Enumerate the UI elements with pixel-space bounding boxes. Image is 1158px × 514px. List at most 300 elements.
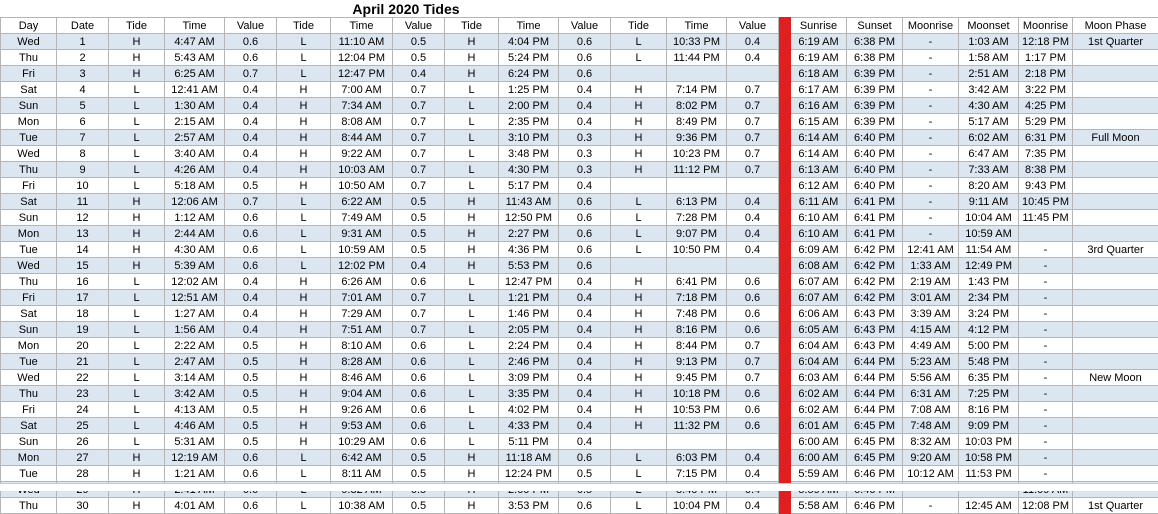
table-cell: H <box>611 418 667 434</box>
table-cell: 0.5 <box>225 338 277 354</box>
table-cell: 6:13 AM <box>791 162 847 178</box>
table-cell: 5:58 AM <box>791 498 847 514</box>
table-cell: 4:30 AM <box>165 242 225 258</box>
table-cell: 4 <box>57 82 109 98</box>
table-cell: 12:08 PM <box>1019 498 1073 514</box>
table-cell: 0.4 <box>727 210 779 226</box>
table-cell: 1:27 AM <box>165 306 225 322</box>
table-row <box>1 66 1158 82</box>
table-cell: 6:02 AM <box>959 130 1019 146</box>
divider-cell <box>779 370 791 386</box>
column-header: Sunrise <box>791 18 847 34</box>
table-cell: Sun <box>1 210 57 226</box>
table-cell: L <box>611 498 667 514</box>
table-cell: 5:53 PM <box>499 258 559 274</box>
table-cell: 0.7 <box>225 194 277 210</box>
table-cell: 6:40 PM <box>847 146 903 162</box>
table-cell: 12:45 AM <box>959 498 1019 514</box>
table-cell: 0.4 <box>225 82 277 98</box>
table-cell: 8:28 AM <box>331 354 393 370</box>
table-cell: L <box>277 450 331 466</box>
table-cell: 0.5 <box>393 34 445 50</box>
table-cell: 0.6 <box>393 354 445 370</box>
table-cell: L <box>109 130 165 146</box>
table-cell: 4:49 AM <box>903 338 959 354</box>
table-cell: 6:42 PM <box>847 274 903 290</box>
table-cell: 5:18 AM <box>165 178 225 194</box>
table-cell: H <box>445 242 499 258</box>
divider-cell <box>779 354 791 370</box>
table-cell: 0.6 <box>225 466 277 482</box>
table-cell: 0.4 <box>225 162 277 178</box>
table-cell: 12:47 PM <box>499 274 559 290</box>
table-cell: 0.6 <box>559 210 611 226</box>
table-cell: H <box>277 418 331 434</box>
table-cell: 7 <box>57 130 109 146</box>
table-cell: - <box>903 146 959 162</box>
table-cell: 10:38 AM <box>331 498 393 514</box>
table-cell: 9:09 PM <box>959 418 1019 434</box>
table-cell: L <box>109 434 165 450</box>
table-cell: 0.5 <box>225 434 277 450</box>
table-cell: L <box>109 178 165 194</box>
table-cell: 7:35 PM <box>1019 146 1073 162</box>
table-cell: 0.6 <box>559 242 611 258</box>
table-cell: 12:02 PM <box>331 258 393 274</box>
table-cell: 4:30 AM <box>959 98 1019 114</box>
table-cell: 3:40 AM <box>165 146 225 162</box>
table-row <box>1 178 1158 194</box>
table-cell: 10:50 PM <box>667 242 727 258</box>
table-cell: H <box>277 322 331 338</box>
table-cell: 0.6 <box>225 50 277 66</box>
table-cell: 0.4 <box>225 290 277 306</box>
table-row <box>1 210 1158 226</box>
table-cell: H <box>277 338 331 354</box>
table-cell: 12:19 AM <box>165 450 225 466</box>
table-cell: 1:21 AM <box>165 466 225 482</box>
table-cell: L <box>277 498 331 514</box>
table-cell: H <box>277 386 331 402</box>
table-cell: L <box>277 194 331 210</box>
table-cell: 3 <box>57 66 109 82</box>
table-cell <box>1073 354 1158 370</box>
table-cell: 6:44 PM <box>847 370 903 386</box>
table-cell: 6:45 PM <box>847 450 903 466</box>
table-cell: H <box>611 338 667 354</box>
table-cell: 6:35 PM <box>959 370 1019 386</box>
table-cell: 11:32 PM <box>667 418 727 434</box>
table-cell: L <box>277 226 331 242</box>
divider-cell <box>779 34 791 50</box>
table-cell: 0.3 <box>559 162 611 178</box>
table-cell: 0.6 <box>225 450 277 466</box>
table-cell: 10:03 PM <box>959 434 1019 450</box>
table-cell: H <box>277 306 331 322</box>
table-cell: H <box>611 162 667 178</box>
table-cell: 0.4 <box>225 306 277 322</box>
table-row <box>1 146 1158 162</box>
table-cell: L <box>109 162 165 178</box>
table-cell: 6:39 PM <box>847 114 903 130</box>
table-cell: 8:16 PM <box>959 402 1019 418</box>
table-cell: 11:54 AM <box>959 242 1019 258</box>
table-cell: 12:51 AM <box>165 290 225 306</box>
table-cell <box>611 66 667 82</box>
table-cell: 0.5 <box>225 418 277 434</box>
table-cell: 6:43 PM <box>847 338 903 354</box>
table-cell: 6:00 AM <box>791 450 847 466</box>
table-cell: H <box>611 402 667 418</box>
table-cell: 0.5 <box>393 450 445 466</box>
table-row <box>1 82 1158 98</box>
table-cell: - <box>903 162 959 178</box>
table-cell: 0.7 <box>393 290 445 306</box>
table-cell: 0.4 <box>559 178 611 194</box>
table-cell: H <box>277 402 331 418</box>
table-cell <box>1073 146 1158 162</box>
divider-cell <box>779 402 791 418</box>
table-cell: 0.7 <box>393 306 445 322</box>
divider-cell <box>779 194 791 210</box>
table-cell: 0.5 <box>225 370 277 386</box>
table-cell: 6:14 AM <box>791 146 847 162</box>
table-row <box>1 274 1158 290</box>
table-cell: 0.7 <box>727 338 779 354</box>
divider-cell <box>779 178 791 194</box>
table-cell: 6 <box>57 114 109 130</box>
table-cell: H <box>277 146 331 162</box>
table-cell: H <box>109 242 165 258</box>
table-cell: 6:22 AM <box>331 194 393 210</box>
table-cell: H <box>109 450 165 466</box>
table-cell: 0.4 <box>559 306 611 322</box>
table-cell: 0.6 <box>393 402 445 418</box>
table-cell: H <box>611 82 667 98</box>
table-cell: Thu <box>1 50 57 66</box>
table-cell: 0.7 <box>727 82 779 98</box>
table-cell: H <box>445 34 499 50</box>
table-cell: 0.3 <box>559 146 611 162</box>
table-cell: 3:35 PM <box>499 386 559 402</box>
divider-cell <box>779 290 791 306</box>
table-cell: Mon <box>1 114 57 130</box>
table-cell: 6:06 AM <box>791 306 847 322</box>
table-cell: 6:38 PM <box>847 50 903 66</box>
table-cell <box>1073 402 1158 418</box>
table-cell: H <box>277 274 331 290</box>
table-cell: 6:03 AM <box>791 370 847 386</box>
table-cell: 7:08 AM <box>903 402 959 418</box>
table-cell: Tue <box>1 130 57 146</box>
table-cell: 6:45 PM <box>847 418 903 434</box>
table-cell: 0.6 <box>225 258 277 274</box>
table-cell: 0.6 <box>559 226 611 242</box>
table-cell: H <box>277 130 331 146</box>
table-cell: 0.7 <box>727 146 779 162</box>
table-cell: H <box>109 258 165 274</box>
table-cell: - <box>1019 466 1073 482</box>
table-cell: New Moon <box>1073 370 1158 386</box>
table-cell: 2 <box>57 50 109 66</box>
table-cell <box>1073 258 1158 274</box>
table-cell: 5:11 PM <box>499 434 559 450</box>
table-cell: 0.6 <box>393 338 445 354</box>
table-cell: 1:56 AM <box>165 322 225 338</box>
table-cell: 0.4 <box>727 226 779 242</box>
table-cell: 12 <box>57 210 109 226</box>
table-cell: H <box>445 226 499 242</box>
table-cell: L <box>109 338 165 354</box>
table-cell: L <box>109 354 165 370</box>
table-cell: 1:21 PM <box>499 290 559 306</box>
table-cell: 9:26 AM <box>331 402 393 418</box>
divider-cell <box>779 82 791 98</box>
table-cell: 13 <box>57 226 109 242</box>
table-cell: 1 <box>57 34 109 50</box>
table-cell: H <box>611 354 667 370</box>
table-cell: L <box>445 306 499 322</box>
table-cell: L <box>109 370 165 386</box>
table-cell: Fri <box>1 402 57 418</box>
table-cell: 12:06 AM <box>165 194 225 210</box>
table-cell: 7:25 PM <box>959 386 1019 402</box>
table-cell: L <box>445 114 499 130</box>
table-cell: 7:34 AM <box>331 98 393 114</box>
table-row <box>1 466 1158 482</box>
table-cell: - <box>1019 402 1073 418</box>
table-cell: 0.6 <box>559 66 611 82</box>
table-cell: H <box>277 114 331 130</box>
table-cell: 22 <box>57 370 109 386</box>
table-cell: L <box>277 66 331 82</box>
table-cell: 7:33 AM <box>959 162 1019 178</box>
table-cell: L <box>109 402 165 418</box>
table-cell: 3:10 PM <box>499 130 559 146</box>
table-cell: 1st Quarter <box>1073 34 1158 50</box>
table-cell <box>1073 274 1158 290</box>
table-cell: 9 <box>57 162 109 178</box>
table-cell: L <box>277 50 331 66</box>
table-cell: 8:16 PM <box>667 322 727 338</box>
table-cell: 4:47 AM <box>165 34 225 50</box>
table-cell: 6:31 AM <box>903 386 959 402</box>
table-cell: 11 <box>57 194 109 210</box>
table-cell <box>1073 290 1158 306</box>
table-cell: Sun <box>1 434 57 450</box>
table-cell: H <box>109 210 165 226</box>
table-cell: Mon <box>1 450 57 466</box>
table-cell: 8:11 AM <box>331 466 393 482</box>
table-cell: 23 <box>57 386 109 402</box>
table-cell: L <box>445 370 499 386</box>
table-cell: 10:12 AM <box>903 466 959 482</box>
table-cell <box>727 258 779 274</box>
table-cell: 0.7 <box>393 146 445 162</box>
table-row <box>1 98 1158 114</box>
table-cell: 6:10 AM <box>791 210 847 226</box>
table-cell: H <box>277 290 331 306</box>
column-header: Value <box>393 18 445 34</box>
table-cell: 8:49 PM <box>667 114 727 130</box>
table-cell: 2:00 PM <box>499 98 559 114</box>
column-header: Moonrise <box>903 18 959 34</box>
table-cell: - <box>1019 290 1073 306</box>
table-cell: 12:47 PM <box>331 66 393 82</box>
table-cell: 0.4 <box>559 82 611 98</box>
table-cell: - <box>903 66 959 82</box>
table-cell: 19 <box>57 322 109 338</box>
table-cell: L <box>611 34 667 50</box>
table-cell: 0.4 <box>559 402 611 418</box>
table-cell: 0.6 <box>559 194 611 210</box>
table-cell: 6:09 AM <box>791 242 847 258</box>
table-cell: L <box>445 322 499 338</box>
table-cell: 6:04 AM <box>791 338 847 354</box>
table-cell <box>727 66 779 82</box>
table-cell: L <box>611 466 667 482</box>
table-cell: Full Moon <box>1073 130 1158 146</box>
column-header: Value <box>559 18 611 34</box>
table-cell: 0.6 <box>727 306 779 322</box>
divider-cell <box>779 130 791 146</box>
table-cell: 4:12 PM <box>959 322 1019 338</box>
table-cell: 2:15 AM <box>165 114 225 130</box>
table-cell: 6:16 AM <box>791 98 847 114</box>
table-cell: - <box>903 210 959 226</box>
column-header: Sunset <box>847 18 903 34</box>
table-cell: 4:13 AM <box>165 402 225 418</box>
table-cell: 9:43 PM <box>1019 178 1073 194</box>
table-cell: 6:39 PM <box>847 66 903 82</box>
table-cell: 4:01 AM <box>165 498 225 514</box>
table-row <box>1 306 1158 322</box>
table-cell: 1:33 AM <box>903 258 959 274</box>
table-cell: 12:41 AM <box>165 82 225 98</box>
table-cell: - <box>1019 306 1073 322</box>
table-cell: 0.7 <box>727 130 779 146</box>
table-cell: 12:02 AM <box>165 274 225 290</box>
table-cell: 5:59 AM <box>791 466 847 482</box>
table-cell: L <box>277 466 331 482</box>
table-cell: 10:59 AM <box>959 226 1019 242</box>
table-cell <box>1073 418 1158 434</box>
table-cell: 8:08 AM <box>331 114 393 130</box>
table-cell: 1:58 AM <box>959 50 1019 66</box>
table-cell: H <box>445 210 499 226</box>
table-cell: 0.6 <box>225 34 277 50</box>
table-cell: H <box>445 466 499 482</box>
table-cell: 6:19 AM <box>791 34 847 50</box>
table-cell: 4:02 PM <box>499 402 559 418</box>
table-row <box>1 226 1158 242</box>
table-cell: 9:22 AM <box>331 146 393 162</box>
table-row <box>1 194 1158 210</box>
table-cell: 6:42 AM <box>331 450 393 466</box>
table-cell: Fri <box>1 178 57 194</box>
table-cell: 3:09 PM <box>499 370 559 386</box>
table-cell: 0.5 <box>225 402 277 418</box>
table-cell <box>611 178 667 194</box>
table-cell: 0.6 <box>225 210 277 226</box>
table-cell: 1st Quarter <box>1073 498 1158 514</box>
table-cell: - <box>1019 450 1073 466</box>
table-cell: 3rd Quarter <box>1073 242 1158 258</box>
table-cell: - <box>903 178 959 194</box>
table-cell: H <box>611 274 667 290</box>
table-cell: Tue <box>1 466 57 482</box>
table-cell: 6:41 PM <box>847 194 903 210</box>
table-cell: 7:29 AM <box>331 306 393 322</box>
table-cell: L <box>445 178 499 194</box>
table-cell: 24 <box>57 402 109 418</box>
table-cell: 0.6 <box>727 322 779 338</box>
table-cell: 10:29 AM <box>331 434 393 450</box>
table-cell: 0.4 <box>225 322 277 338</box>
table-cell: 8:32 AM <box>903 434 959 450</box>
table-cell: 7:01 AM <box>331 290 393 306</box>
table-cell: 6:12 AM <box>791 178 847 194</box>
table-cell: H <box>611 322 667 338</box>
table-cell: 0.7 <box>393 322 445 338</box>
table-cell <box>1073 194 1158 210</box>
table-cell: 1:46 PM <box>499 306 559 322</box>
table-cell: 0.4 <box>225 114 277 130</box>
table-cell: Sat <box>1 194 57 210</box>
table-row <box>1 258 1158 274</box>
table-cell: 0.7 <box>727 354 779 370</box>
divider-cell <box>779 210 791 226</box>
table-cell: Thu <box>1 274 57 290</box>
table-cell <box>667 258 727 274</box>
table-cell: 5:43 AM <box>165 50 225 66</box>
table-cell: 12:24 PM <box>499 466 559 482</box>
table-cell: - <box>903 114 959 130</box>
table-cell: 2:34 PM <box>959 290 1019 306</box>
table-cell: 4:26 AM <box>165 162 225 178</box>
table-cell: 6:26 AM <box>331 274 393 290</box>
table-cell: L <box>611 242 667 258</box>
table-cell: L <box>611 50 667 66</box>
table-cell: - <box>903 498 959 514</box>
table-cell: L <box>109 322 165 338</box>
table-cell: Fri <box>1 290 57 306</box>
table-cell: Sat <box>1 418 57 434</box>
divider-cell <box>779 450 791 466</box>
table-cell: 11:53 PM <box>959 466 1019 482</box>
table-cell: 8:38 PM <box>1019 162 1073 178</box>
table-cell: 8:02 PM <box>667 98 727 114</box>
table-cell: 8 <box>57 146 109 162</box>
table-cell: Wed <box>1 370 57 386</box>
column-header: Value <box>225 18 277 34</box>
table-cell <box>1019 226 1073 242</box>
table-cell: 0.4 <box>727 450 779 466</box>
table-cell: 10:59 AM <box>331 242 393 258</box>
table-cell: H <box>611 114 667 130</box>
table-cell: 0.4 <box>225 98 277 114</box>
table-cell: 7:49 AM <box>331 210 393 226</box>
table-cell: - <box>1019 386 1073 402</box>
table-cell: L <box>445 274 499 290</box>
table-cell: H <box>445 194 499 210</box>
table-cell: 0.7 <box>225 66 277 82</box>
table-cell: 0.7 <box>393 178 445 194</box>
table-cell: L <box>109 306 165 322</box>
column-header: Tide <box>611 18 667 34</box>
divider-cell <box>779 242 791 258</box>
table-cell: 10:03 AM <box>331 162 393 178</box>
